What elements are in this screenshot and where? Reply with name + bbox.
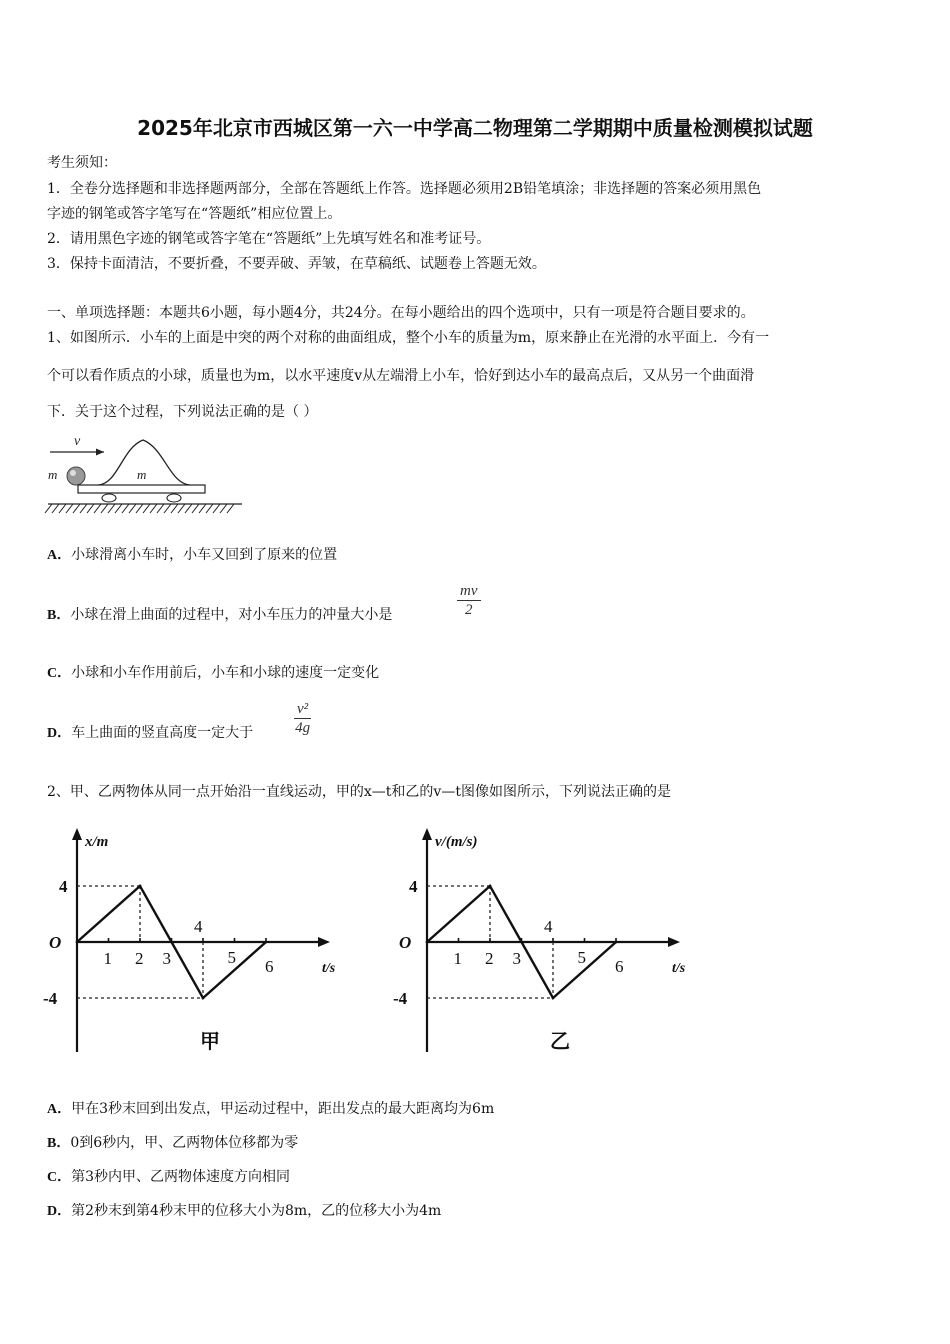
- ground-hatching: [45, 504, 234, 513]
- data-point: [489, 885, 492, 888]
- hatch-mark: [80, 504, 87, 513]
- data-point: [615, 941, 618, 944]
- notice-item-2: 2．请用黑色字迹的钢笔或答字笔在“答题纸”上先填写姓名和准考证号。: [47, 231, 491, 247]
- q1-option-b[interactable]: [47, 604, 392, 624]
- hatch-mark: [143, 504, 150, 513]
- velocity-arrow-head: [96, 449, 104, 456]
- hatch-mark: [66, 504, 73, 513]
- y-axis-label: v/(m/s): [435, 834, 478, 850]
- chart-yi: [390, 822, 700, 1062]
- notice-item-1-cont: 字迹的钢笔或答字笔写在“答题纸”相应位置上。: [47, 206, 342, 222]
- data-point: [202, 997, 205, 1000]
- q1-option-a[interactable]: [47, 544, 337, 564]
- q2-stem: 2、甲、乙两物体从同一点开始沿一直线运动，甲的x—t和乙的v—t图像如图所示，下列说法正确的是: [47, 784, 671, 800]
- hatch-mark: [73, 504, 80, 513]
- q2-option-a[interactable]: [47, 1098, 494, 1118]
- q1-option-d-fraction: [294, 700, 311, 737]
- q2-option-a-text: 甲在3秒末回到出发点，甲运动过程中，距出发点的最大距离均为6m: [71, 1101, 495, 1117]
- page-title: 2025年北京市西城区第一六一中学高二物理第二学期期中质量检测模拟试题: [137, 116, 813, 140]
- y-tick-label: 4: [409, 877, 418, 896]
- hatch-mark: [185, 504, 192, 513]
- hatch-mark: [150, 504, 157, 513]
- x-tick-label: 4: [194, 917, 203, 936]
- q1-stem-line-3: 下．关于这个过程，下列说法正确的是（ ）: [47, 404, 318, 420]
- x-tick-label: 1: [103, 949, 112, 968]
- q1-option-d[interactable]: [47, 722, 253, 742]
- q2-option-d[interactable]: [47, 1200, 441, 1220]
- section-heading: 一、单项选择题：本题共6小题，每小题4分，共24分。在每小题给出的四个选项中，只有一项是符合题目要求的。: [47, 305, 755, 321]
- x-axis-arrow: [318, 937, 330, 947]
- hatch-mark: [94, 504, 101, 513]
- chart-title: 乙: [550, 1031, 570, 1053]
- cart-wheel-right: [167, 494, 181, 502]
- hatch-mark: [45, 504, 52, 513]
- q1-option-d-frac-num: v²: [294, 700, 311, 719]
- q2-option-d-text: 第2秒末到第4秒末甲的位移大小为8m，乙的位移大小为4m: [71, 1203, 442, 1219]
- q2-option-c-text: 第3秒内甲、乙两物体速度方向相同: [71, 1169, 291, 1185]
- hatch-mark: [52, 504, 59, 513]
- q1-option-c-text: 小球和小车作用前后，小车和小球的速度一定变化: [71, 665, 380, 681]
- x-tick-label: 6: [615, 957, 624, 976]
- velocity-label: v: [74, 434, 81, 449]
- data-point: [265, 941, 268, 944]
- x-tick-label: 1: [453, 949, 462, 968]
- hatch-mark: [59, 504, 66, 513]
- hatch-mark: [199, 504, 206, 513]
- q1-option-a-label: A．: [47, 548, 72, 563]
- y-axis-label: x/m: [85, 834, 109, 850]
- q2-option-a-label: A．: [47, 1102, 72, 1117]
- q1-stem-line-1: 1、如图所示．小车的上面是中突的两个对称的曲面组成，整个小车的质量为m，原来静止在光滑的水平面上．今有一: [47, 330, 770, 346]
- y-tick-label: O: [49, 933, 62, 952]
- x-tick-label: 5: [577, 948, 586, 967]
- x-axis-label: t/s: [322, 961, 336, 976]
- hatch-mark: [157, 504, 164, 513]
- data-point: [552, 997, 555, 1000]
- hatch-mark: [115, 504, 122, 513]
- ball-highlight: [70, 470, 76, 476]
- y-tick-label: O: [399, 933, 412, 952]
- hatch-mark: [122, 504, 129, 513]
- q1-option-b-fraction: [457, 582, 481, 619]
- q1-option-d-text: 车上曲面的竖直高度一定大于: [71, 725, 254, 741]
- cart-wheel-left: [102, 494, 116, 502]
- hatch-mark: [178, 504, 185, 513]
- y-tick-label: 4: [59, 877, 68, 896]
- chart-title: 甲: [200, 1031, 220, 1053]
- cart-board: [78, 485, 205, 493]
- x-tick-label: 6: [265, 957, 274, 976]
- hatch-mark: [213, 504, 220, 513]
- hatch-mark: [101, 504, 108, 513]
- q1-option-a-text: 小球滑离小车时，小车又回到了原来的位置: [71, 547, 338, 563]
- x-tick-label: 5: [227, 948, 236, 967]
- hatch-mark: [136, 504, 143, 513]
- hatch-mark: [87, 504, 94, 513]
- q2-option-b-label: B．: [47, 1136, 71, 1151]
- y-axis-arrow: [422, 828, 432, 840]
- ball: [67, 467, 85, 485]
- q1-option-d-label: D．: [47, 726, 72, 741]
- y-tick-label: -4: [43, 989, 58, 1008]
- x-axis-arrow: [668, 937, 680, 947]
- x-tick-label: 2: [135, 949, 144, 968]
- x-axis-label: t/s: [672, 961, 686, 976]
- q2-option-c-label: C．: [47, 1170, 72, 1185]
- x-tick-label: 3: [162, 949, 171, 968]
- hatch-mark: [192, 504, 199, 513]
- x-tick-label: 3: [512, 949, 521, 968]
- ball-mass-label: m: [48, 467, 58, 482]
- q2-option-d-label: D．: [47, 1204, 72, 1219]
- hatch-mark: [171, 504, 178, 513]
- q1-option-b-text: 小球在滑上曲面的过程中，对小车压力的冲量大小是: [70, 607, 393, 623]
- hatch-mark: [227, 504, 234, 513]
- data-point: [76, 941, 79, 944]
- q1-cart-figure: [40, 428, 250, 523]
- x-tick-label: 4: [544, 917, 553, 936]
- cart-mass-label: m: [137, 467, 147, 482]
- hatch-mark: [129, 504, 136, 513]
- q2-option-b[interactable]: [47, 1132, 298, 1152]
- q2-option-c[interactable]: [47, 1166, 290, 1186]
- q1-option-c-label: C．: [47, 666, 72, 681]
- data-point: [426, 941, 429, 944]
- x-tick-label: 2: [485, 949, 494, 968]
- q1-option-b-frac-num: mv: [457, 582, 481, 601]
- q1-stem-line-2: 个可以看作质点的小球，质量也为m，以水平速度v从左端滑上小车，恰好到达小车的最高点后，又从另一个曲面滑: [47, 368, 755, 384]
- q1-option-b-label: B．: [47, 608, 71, 623]
- hatch-mark: [164, 504, 171, 513]
- y-tick-label: -4: [393, 989, 408, 1008]
- notice-heading: 考生须知：: [47, 155, 117, 171]
- q1-option-b-frac-den: 2: [465, 602, 473, 618]
- q2-option-b-text: 0到6秒内，甲、乙两物体位移都为零: [70, 1135, 299, 1151]
- hatch-mark: [206, 504, 213, 513]
- hatch-mark: [220, 504, 227, 513]
- hatch-mark: [108, 504, 115, 513]
- notice-item-1: 1．全卷分选择题和非选择题两部分，全部在答题纸上作答。选择题必须用2B铅笔填涂；非选择题的答案必须用黑色: [47, 181, 762, 197]
- data-point: [139, 885, 142, 888]
- q1-option-c[interactable]: [47, 662, 379, 682]
- y-axis-arrow: [72, 828, 82, 840]
- notice-item-3: 3．保持卡面清洁，不要折叠，不要弄破、弄皱，在草稿纸、试题卷上答题无效。: [47, 256, 546, 272]
- q1-option-d-frac-den: 4g: [295, 720, 311, 736]
- chart-jia: [40, 822, 350, 1062]
